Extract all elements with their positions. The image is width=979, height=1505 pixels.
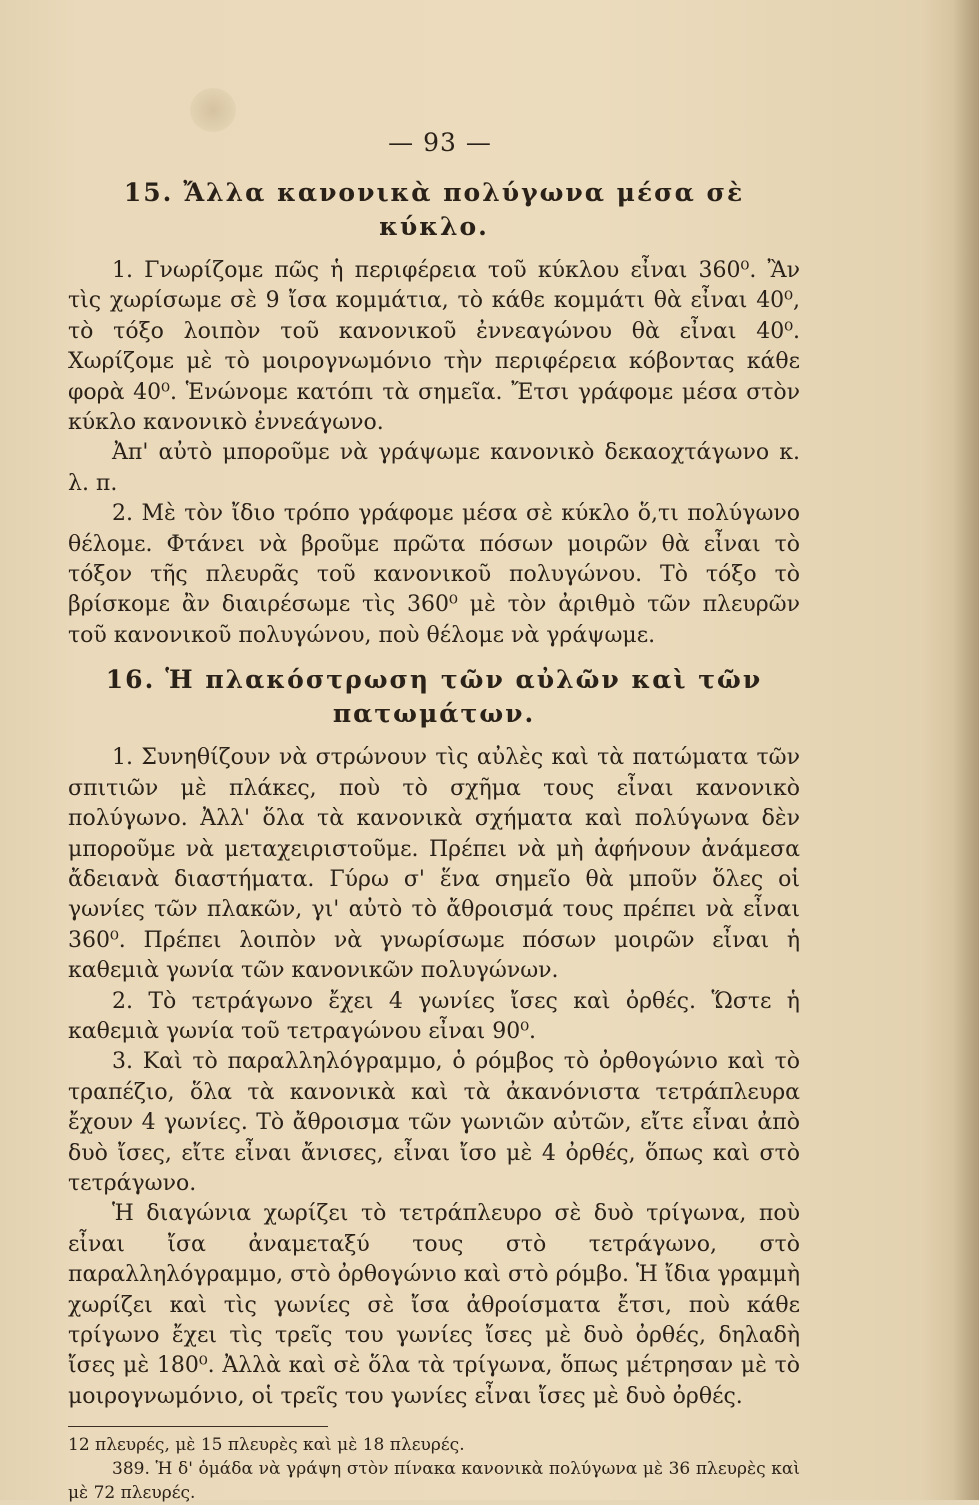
section-16-paragraph: 2. Τὸ τετράγωνο ἔχει 4 γωνίες ἴσες καὶ ὀρθές. Ὥστε ἡ καθεμιὰ γωνία τοῦ τετραγώνου εἶναι 90⁰.	[68, 988, 800, 1044]
section-15-paragraph: Ἀπ' αὐτὸ μποροῦμε νὰ γράψωμε κανονικὸ δεκαοχτάγωνο κ. λ. π.	[68, 440, 800, 496]
footnote: 12 πλευρές, μὲ 15 πλευρὲς καὶ μὲ 18 πλευρές.	[68, 1435, 465, 1456]
section-15-paragraph: 1. Γνωρίζομε πῶς ἡ περιφέρεια τοῦ κύκλου εἶναι 360⁰. Ἂν τὶς χωρίσωμε σὲ 9 ἴσα κομμάτια, τὸ κάθε κομμάτι θὰ εἶναι 40⁰, τὸ τόξο λοιπὸν τοῦ κανονικοῦ ἐννεαγώνου θὰ εἶναι 40⁰. Χωρίζομε μὲ τὸ μοιρογνωμόνιο τὴν περιφέρεια κόβοντας κάθε φορὰ 40⁰. Ἑνώνομε κατόπι τὰ σημεῖα. Ἔτσι γράφομε μέσα στὸν κύκλο κανονικὸ ἐννεάγωνο.	[68, 258, 800, 436]
page-stain	[190, 88, 236, 132]
section-16-paragraph: 3. Καὶ τὸ παραλληλόγραμμο, ὁ ρόμβος τὸ ὀρθογώνιο καὶ τὸ τραπέζιο, ὅλα τὰ κανονικὰ καὶ τὰ ἀκανόνιστα τετράπλευρα ἔχουν 4 γωνίες. Τὸ ἄθροισμα τῶν γωνιῶν αὐτῶν, εἴτε εἶναι ἀπὸ δυὸ ἴσες, εἴτε εἶναι ἄνισες, εἶναι ἴσο μὲ 4 ὀρθές, ὅπως καὶ στὸ τετράγωνο.	[68, 1049, 800, 1196]
section-15-heading	[68, 176, 800, 244]
page-content	[68, 176, 800, 1505]
footnote-divider	[68, 1426, 328, 1427]
footnote: 389. Ἡ δ' ὁμάδα νὰ γράψη στὸν πίνακα κανονικὰ πολύγωνα μὲ 36 πλευρὲς καὶ μὲ 72 πλευρές.	[68, 1459, 800, 1504]
page-number: — 93 —	[388, 128, 492, 157]
section-15-number: 15.	[123, 178, 174, 207]
section-15-paragraph: 2. Μὲ τὸν ἴδιο τρόπο γράφομε μέσα σὲ κύκλο ὅ,τι πολύγωνο θέλομε. Φτάνει νὰ βροῦμε πρῶτα πόσων μοιρῶν θὰ εἶναι τὸ τόξον τῆς πλευρᾶς τοῦ κανονικοῦ πολυγώνου. Τὸ τόξο τὸ βρίσκομε ἂν διαιρέσωμε τὶς 360⁰ μὲ τὸν ἀριθμὸ τῶν πλευρῶν τοῦ κανονικοῦ πολυγώνου, ποὺ θέλομε νὰ γράψωμε.	[68, 501, 800, 648]
page-edge-shadow	[953, 0, 979, 1500]
section-16-title: Ἡ πλακόστρωση τῶν αὐλῶν καὶ τῶν πατωμάτων.	[165, 665, 763, 729]
section-16-heading	[68, 663, 800, 731]
section-15-title: Ἄλλα κανονικὰ πολύγωνα μέσα σὲ κύκλο.	[183, 178, 745, 241]
section-16-number: 16.	[105, 665, 156, 695]
section-16-paragraph: 1. Συνηθίζουν νὰ στρώνουν τὶς αὐλὲς καὶ τὰ πατώματα τῶν σπιτιῶν μὲ πλάκες, ποὺ τὸ σχῆμα τους εἶναι κανονικὸ πολύγωνο. Ἀλλ' ὅλα τὰ κανονικὰ σχήματα καὶ πολύγωνα δὲν μποροῦμε νὰ μεταχειριστοῦμε. Πρέπει νὰ μὴ ἀφήνουν ἀνάμεσα ἄδειανὰ διαστήματα. Γύρω σ' ἕνα σημεῖο θὰ μποῦν ὅλες οἱ γωνίες τῶν πλακῶν, γι' αὐτὸ τὸ ἄθροισμά τους πρέπει νὰ εἶναι 360⁰. Πρέπει λοιπὸν νὰ γνωρίσωμε πόσων μοιρῶν εἶναι ἡ καθεμιὰ γωνία τῶν κανονικῶν πολυγώνων.	[68, 745, 800, 984]
section-16-paragraph: Ἡ διαγώνια χωρίζει τὸ τετράπλευρο σὲ δυὸ τρίγωνα, ποὺ εἶναι ἴσα ἀναμεταξύ τους στὸ τετράγωνο, στὸ παραλληλόγραμμο, στὸ ὀρθογώνιο καὶ στὸ ρόμβο. Ἡ ἴδια γραμμὴ χωρίζει καὶ τὶς γωνίες σὲ ἴσα ἀθροίσματα ἔτσι, ποὺ κάθε τρίγωνο ἔχει τὶς τρεῖς του γωνίες ἴσες μὲ δυὸ ὀρθές, δηλαδὴ ἴσες μὲ 180⁰. Ἀλλὰ καὶ σὲ ὅλα τὰ τρίγωνα, ὅπως μέτρησαν μὲ τὸ μοιρογνωμόνιο, οἱ τρεῖς του γωνίες εἶναι ἴσες μὲ δυὸ ὀρθές.	[68, 1201, 800, 1409]
